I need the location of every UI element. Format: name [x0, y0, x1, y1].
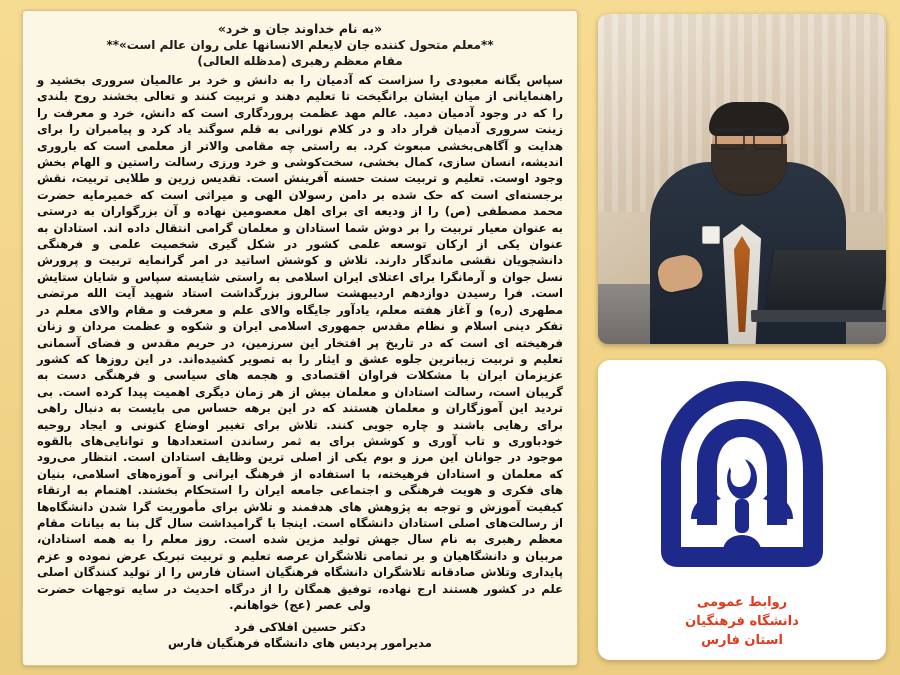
letter-panel	[22, 10, 578, 666]
logo-card	[598, 360, 886, 660]
glasses-icon	[715, 128, 783, 148]
farhangian-logo-icon	[637, 375, 847, 575]
signature-title: مدیرامور پردیس های دانشگاه فرهنگیان فارس	[168, 636, 432, 651]
letter-signature	[37, 619, 563, 651]
logo-caption	[598, 593, 886, 650]
university-logo	[598, 370, 886, 580]
leader-attribution: مقام معظم رهبری (مدظله العالی)	[197, 54, 403, 68]
photo-background	[598, 14, 886, 344]
signature-name: دکتر حسین افلاکی فرد	[234, 620, 366, 635]
hadith-line: **معلم متحول کننده جان لایعلم الانسانها على روان عالم است»**	[106, 38, 494, 52]
portrait-photo	[598, 14, 886, 344]
caption-line-2: دانشگاه فرهنگیان	[685, 614, 799, 629]
caption-line-1: روابط عمومی	[696, 595, 788, 610]
lapel-badge	[702, 226, 720, 244]
laptop-icon	[766, 250, 886, 312]
bismillah-line: «به نام خداوند جان و خرد»	[217, 21, 383, 36]
caption-line-3: استان فارس	[701, 633, 783, 648]
letter-header	[37, 21, 563, 68]
letter-body: سپاس یگانه معبودی را سزاست که آدمیان را به دانش و خرد بر عالمیان سروری بخشید و راهنمایانی از میان ایشان برانگیخت تا تعلیم دهند و تربیت کنند و تعالی بخشند روح بلندی را که در وجود آدمیان دمید. عالم مهد عظمت پروردگاری است که دانش، خرد و معرفت را زینت سروری آدمیان قرار داد و در کلام نورانی به قلم سوگند یاد کرد و پیامبران را برای هدایت و آگاهی‌بخشی مبعوث کرد. به راستی چه مقامی والاتر از معلمی است که باروری اندیشه، انسان سازی، کمال بخشی، سخت‌کوشی و خرد ورزی رسالت راستین و الهام بخش وجود اوست. تعلیم و تربیت سنت حسنه آفرینش است. تقدیس زرین و طلایی تربیت، نقش برجسته‌ای است که حک شده بر دامن رسولان الهی و میراثی است که خمیرمایه حضرت محمد مصطفی (ص) را از ودیعه ای برای اهل معصومین نهاده و آن بزرگواران به درستی به عنوان معیار تربیت را بر دوش شما استادان و معلمان گرامی انتقال داده اند. استادان به عنوان یکی از ارکان توسعه علمی کشور در شکل گیری شخصیت علمی و فرهنگی دانشجویان نقشی ماندگار دارند. تلاش و کوشش اساتید در امر گرانمایه تربیت و پرورش نسل جوان و آرمانگرا برای اعتلای ایران اسلامی به راستی شایسته سپاس و شایان ستایش است. فرا رسیدن دوازدهم اردیبهشت سالروز بزرگداشت استاد شهید آیت الله مرتضی مطهری (ره) و آغاز هفته معلم، یادآور جایگاه والای علم و معرفت و مقام والای معلم در تفکر دینی اسلام و نظام مقدس جمهوری اسلامی ایران و شکوه و عظمت مردان و زنان فرهیخته ای است که در تاریخ پر افتخار این سرزمین، در حریم مقدس و فضای آسمانی تعلیم و تربیت زیباترین جلوه عشق و ایثار را به تصویر کشیده‌اند. در این روزها که کشور عزیزمان ایران با مشکلات فراوان اقتصادی و هجمه های سیاسی و فرهنگی دست به گریبان است، رسالت استادان و معلمان بیش از هر زمان دیگری اهمیت پیدا کرده است. بی تردید این آموزگاران و معلمان هستند که در این برهه حساس می بایست به دنبال راهی برای رهایی باشند و چاره جویی کنند. تلاش برای تغییر اوضاع کنونی و ایجاد روحیه خودباوری و تاب آوری و کوشش برای به ثمر رساندن استعدادها و توانایی‌های بالقوه موجود در جوانان این مرز و بوم یکی از اصلی ترین وظایف استادان است. انتظار می‌رود که معلمان و استادان فرهیخته، با استفاده از فرهنگ ایرانی و آموزه‌های اسلامی، بنیان های فکری و هویت فرهنگی و اجتماعی جامعه ایران را استحکام بخشند. اهتمام به ارتقاء کیفیت آموزش و توجه به پژوهش های هدفمند و تلاش برای مأموریت گرا شدن دانشگاه‌ها از رسالت‌های اصلی استادان دانشگاه است. اینجا با گرامیداشت سال گل بنا به بیانات مقام معظم رهبری به نام سال جهش تولید مزین شده است. روز معلم را به همه استادان، مربیان و دانشگاهیان و بر تمامی تلاشگران عرصه تعلیم و تربیت تبریک عرض نموده و عزم پایداری وتلاش صادقانه تلاشگران دانشگاه فرهنگیان استان فارس را از تولید کنندگان اصلی علم در کشور هستند ارج نهاده، توفیق همگان را از درگاه احدیث در سایه توجهات حضرت ولی عصر (عج) خواهانم.	[37, 73, 563, 612]
